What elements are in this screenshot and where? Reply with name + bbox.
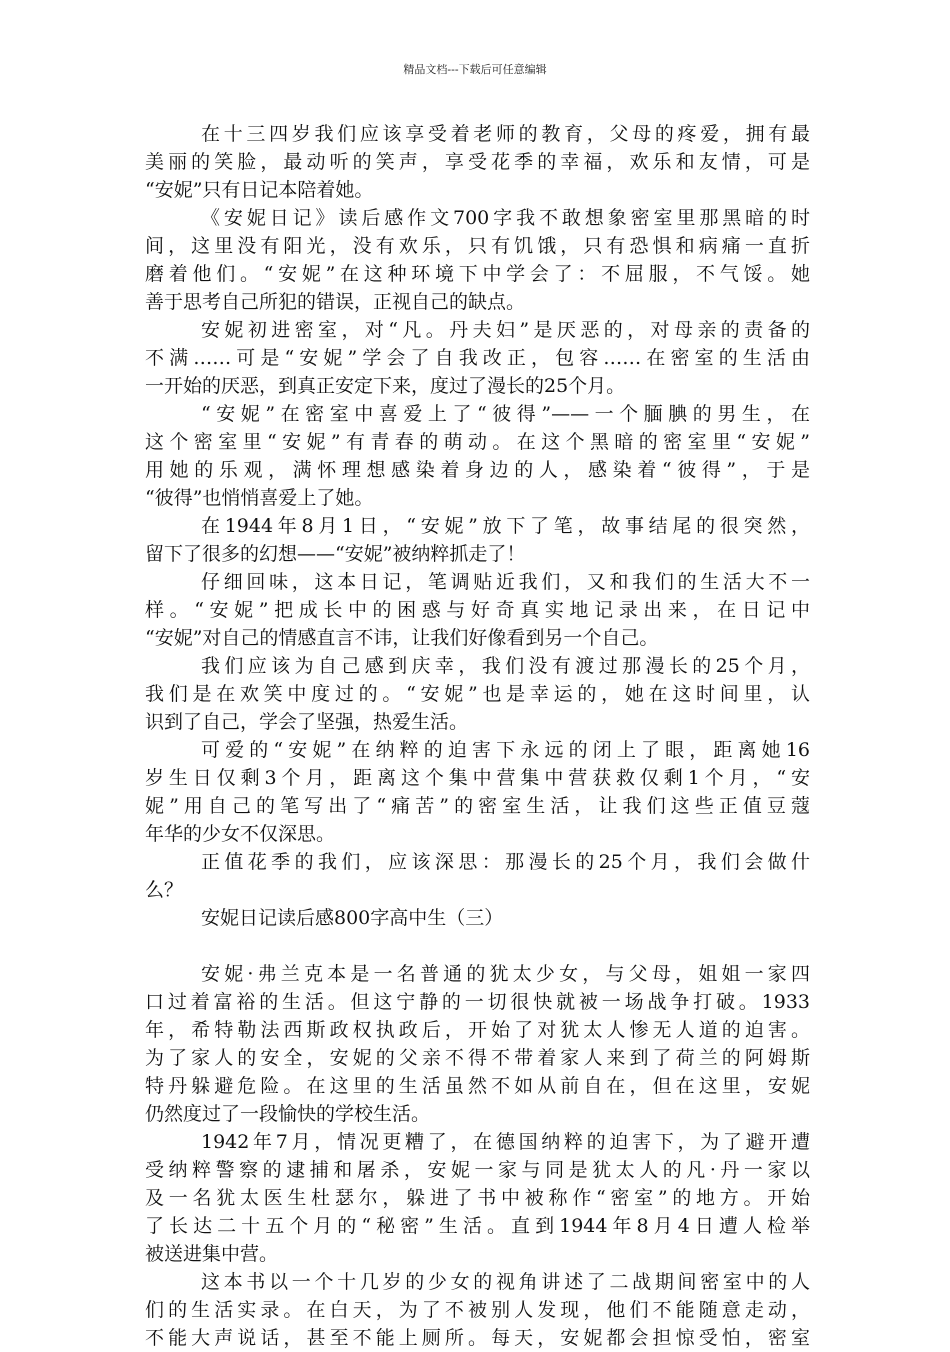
- text-line: 仍然度过了一段愉快的学校生活。: [145, 1103, 431, 1125]
- text-line: “安妮”只有日记本陪着她。: [145, 179, 374, 201]
- text-line: “安妮”对自己的情感直言不讳，让我们好像看到另一个自己。: [145, 627, 659, 649]
- text-line: 了长达二十五个月的“秘密”生活。直到1944年8月4日遭人检举: [145, 1215, 810, 1237]
- text-line: “彼得”也悄悄喜爱上了她。: [145, 487, 374, 509]
- text-line: 安妮·弗兰克本是一名普通的犹太少女，与父母，姐姐一家四: [201, 963, 810, 985]
- blank-line: [145, 932, 810, 960]
- text-line: 岁生日仅剩3个月，距离这个集中营集中营获救仅剩1个月，“安: [145, 767, 810, 789]
- text-line: 受纳粹警察的逮捕和屠杀，安妮一家与同是犹太人的凡·丹一家以: [145, 1159, 810, 1181]
- text-line: “安妮”在密室中喜爱上了“彼得”——一个腼腆的男生，在: [201, 403, 810, 425]
- text-line: 善于思考自己所犯的错误，正视自己的缺点。: [145, 291, 526, 313]
- text-line: 间，这里没有阳光，没有欢乐，只有饥饿，只有恐惧和病痛一直折: [145, 235, 810, 257]
- text-line: 么？: [145, 879, 184, 901]
- text-line: 这个密室里“安妮”有青春的萌动。在这个黑暗的密室里“安妮”: [145, 431, 810, 453]
- text-line: 及一名犹太医生杜瑟尔，躲进了书中被称作“密室”的地方。开始: [145, 1187, 810, 1209]
- text-line: 样。“安妮”把成长中的困惑与好奇真实地记录出来，在日记中: [145, 599, 810, 621]
- text-line: 被送进集中营。: [145, 1243, 279, 1265]
- text-line: 年华的少女不仅深思。: [145, 823, 336, 845]
- text-line: 特丹躲避危险。在这里的生活虽然不如从前自在，但在这里，安妮: [145, 1075, 810, 1097]
- text-line: 们的生活实录。在白天，为了不被别人发现，他们不能随意走动，: [145, 1299, 810, 1321]
- text-line: 磨着他们。“安妮”在这种环境下中学会了：不屈服，不气馁。她: [145, 263, 810, 285]
- text-line: 1942年7月，情况更糟了，在德国纳粹的迫害下，为了避开遭: [201, 1131, 810, 1153]
- section-heading: 安妮日记读后感800字高中生（三）: [201, 907, 504, 929]
- page-header: 精品文档---下载后可任意编辑: [403, 63, 547, 76]
- document-body: [145, 120, 810, 1352]
- text-line: 一开始的厌恶，到真正安定下来，度过了漫长的25个月。: [145, 375, 626, 397]
- text-line: 口过着富裕的生活。但这宁静的一切很快就被一场战争打破。1933: [145, 991, 810, 1013]
- text-line: 我们是在欢笑中度过的。“安妮”也是幸运的，她在这时间里，认: [145, 683, 810, 705]
- text-line: 不满……可是“安妮”学会了自我改正，包容……在密室的生活由: [145, 347, 810, 369]
- text-line: 在十三四岁我们应该享受着老师的教育，父母的疼爱，拥有最: [201, 123, 810, 145]
- text-line: 我们应该为自己感到庆幸，我们没有渡过那漫长的25个月，: [201, 655, 810, 677]
- text-line: 安妮初进密室，对“凡。丹夫妇”是厌恶的，对母亲的责备的: [201, 319, 810, 341]
- text-line: 正值花季的我们，应该深思：那漫长的25个月，我们会做什: [201, 851, 810, 873]
- text-line: 在1944年8月1日，“安妮”放下了笔，故事结尾的很突然，: [201, 515, 810, 537]
- text-line: 不能大声说话，甚至不能上厕所。每天，安妮都会担惊受怕，密室: [145, 1327, 810, 1349]
- text-line: 用她的乐观，满怀理想感染着身边的人，感染着“彼得”，于是: [145, 459, 810, 481]
- text-line: 留下了很多的幻想——“安妮”被纳粹抓走了！: [145, 543, 526, 565]
- text-line: 仔细回味，这本日记，笔调贴近我们，又和我们的生活大不一: [201, 571, 810, 593]
- text-line: 《安妮日记》读后感作文700字我不敢想象密室里那黑暗的时: [201, 207, 810, 229]
- text-line: 识到了自己，学会了坚强，热爱生活。: [145, 711, 469, 733]
- text-line: 年，希特勒法西斯政权执政后，开始了对犹太人惨无人道的迫害。: [145, 1019, 810, 1041]
- text-line: 美丽的笑脸，最动听的笑声，享受花季的幸福，欢乐和友情，可是: [145, 151, 810, 173]
- text-line: 可爱的“安妮”在纳粹的迫害下永远的闭上了眼，距离她16: [201, 739, 810, 761]
- text-line: 这本书以一个十几岁的少女的视角讲述了二战期间密室中的人: [201, 1271, 810, 1293]
- text-line: 妮”用自己的笔写出了“痛苦”的密室生活，让我们这些正值豆蔻: [145, 795, 810, 817]
- text-line: 为了家人的安全，安妮的父亲不得不带着家人来到了荷兰的阿姆斯: [145, 1047, 810, 1069]
